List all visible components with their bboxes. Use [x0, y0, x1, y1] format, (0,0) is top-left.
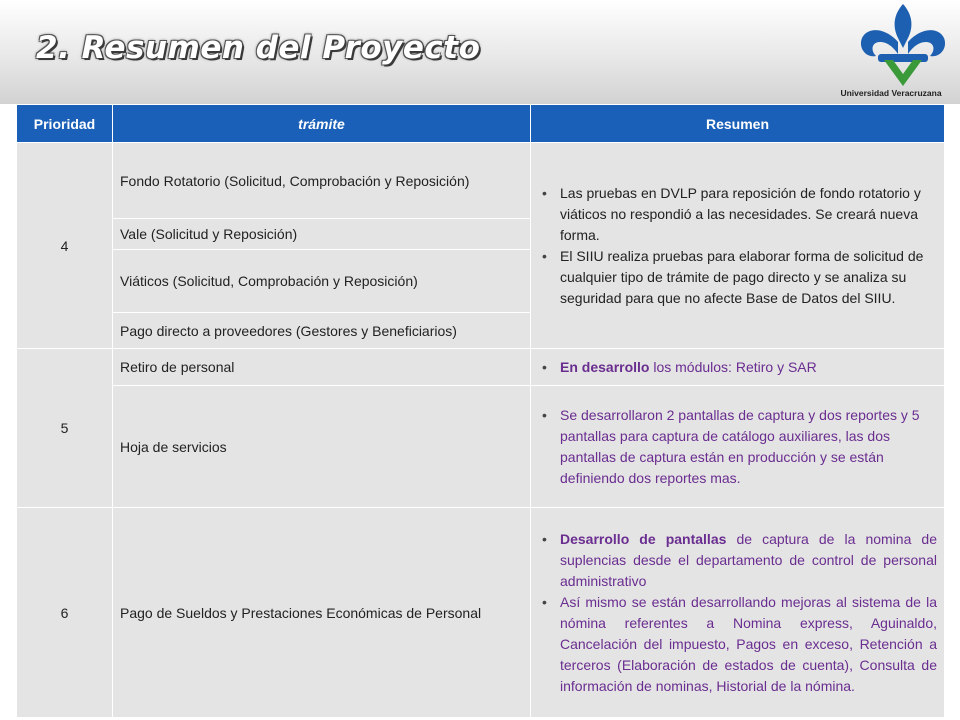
- header-procedure: trámite: [113, 105, 531, 143]
- priority-cell: 5: [17, 349, 113, 508]
- procedure-cell: Pago directo a proveedores (Gestores y Beneficiarios): [113, 313, 531, 349]
- procedure-cell: Pago de Sueldos y Prestaciones Económicas de Personal: [113, 508, 531, 718]
- priority-cell: 4: [17, 143, 113, 349]
- header-summary: Resumen: [531, 105, 945, 143]
- header-priority: Prioridad: [17, 105, 113, 143]
- summary-cell: [531, 349, 945, 386]
- slide-header: [0, 0, 960, 104]
- summary-bullet: • Las pruebas en DVLP para reposición de fondo rotatorio y viáticos no respondió a las necesidades. Se creará nueva forma.: [560, 183, 937, 246]
- table-row: [17, 349, 945, 386]
- priority-cell: 6: [17, 508, 113, 718]
- summary-cell: [531, 143, 945, 349]
- procedure-cell: Retiro de personal: [113, 349, 531, 386]
- procedure-cell: Hoja de servicios: [113, 386, 531, 508]
- summary-cell: [531, 508, 945, 718]
- slide-title: 2. Resumen del Proyecto: [36, 30, 481, 66]
- table-row: [17, 386, 945, 508]
- procedure-cell: Fondo Rotatorio (Solicitud, Comprobación y Reposición): [113, 143, 531, 219]
- summary-bullet: • En desarrollo los módulos: Retiro y SAR: [560, 357, 937, 378]
- table-header-row: [17, 105, 945, 143]
- table-row: [17, 508, 945, 718]
- university-name: Universidad Veracruzana: [840, 88, 942, 98]
- procedure-cell: Vale (Solicitud y Reposición): [113, 219, 531, 250]
- summary-bullet: • El SIIU realiza pruebas para elaborar forma de solicitud de cualquier tipo de trámite de pago directo y se analiza su seguridad para que no afecte Base de Datos del SIIU.: [560, 246, 937, 309]
- summary-bullet: • Desarrollo de pantallas de captura de la nomina de suplencias desde el departamento de control de personal administrativo: [560, 529, 937, 592]
- procedure-cell: Viáticos (Solicitud, Comprobación y Reposición): [113, 250, 531, 313]
- table-row: [17, 143, 945, 219]
- summary-cell: [531, 386, 945, 508]
- uv-flor-de-lis-logo-icon: [858, 2, 948, 88]
- summary-bullet: • Se desarrollaron 2 pantallas de captura y dos reportes y 5 pantallas para captura de catálogo auxiliares, las dos pantallas de captura están en producción y se están definiendo dos reportes mas.: [560, 405, 937, 489]
- project-summary-table: [16, 104, 945, 718]
- summary-bullet: • Así mismo se están desarrollando mejoras al sistema de la nómina referentes a Nomina express, Aguinaldo, Cancelación del impuesto, Pagos en exceso, Retención a terceros (Elaboración de estados de cuenta), Consulta de información de nominas, Historial de la nómina.: [560, 592, 937, 697]
